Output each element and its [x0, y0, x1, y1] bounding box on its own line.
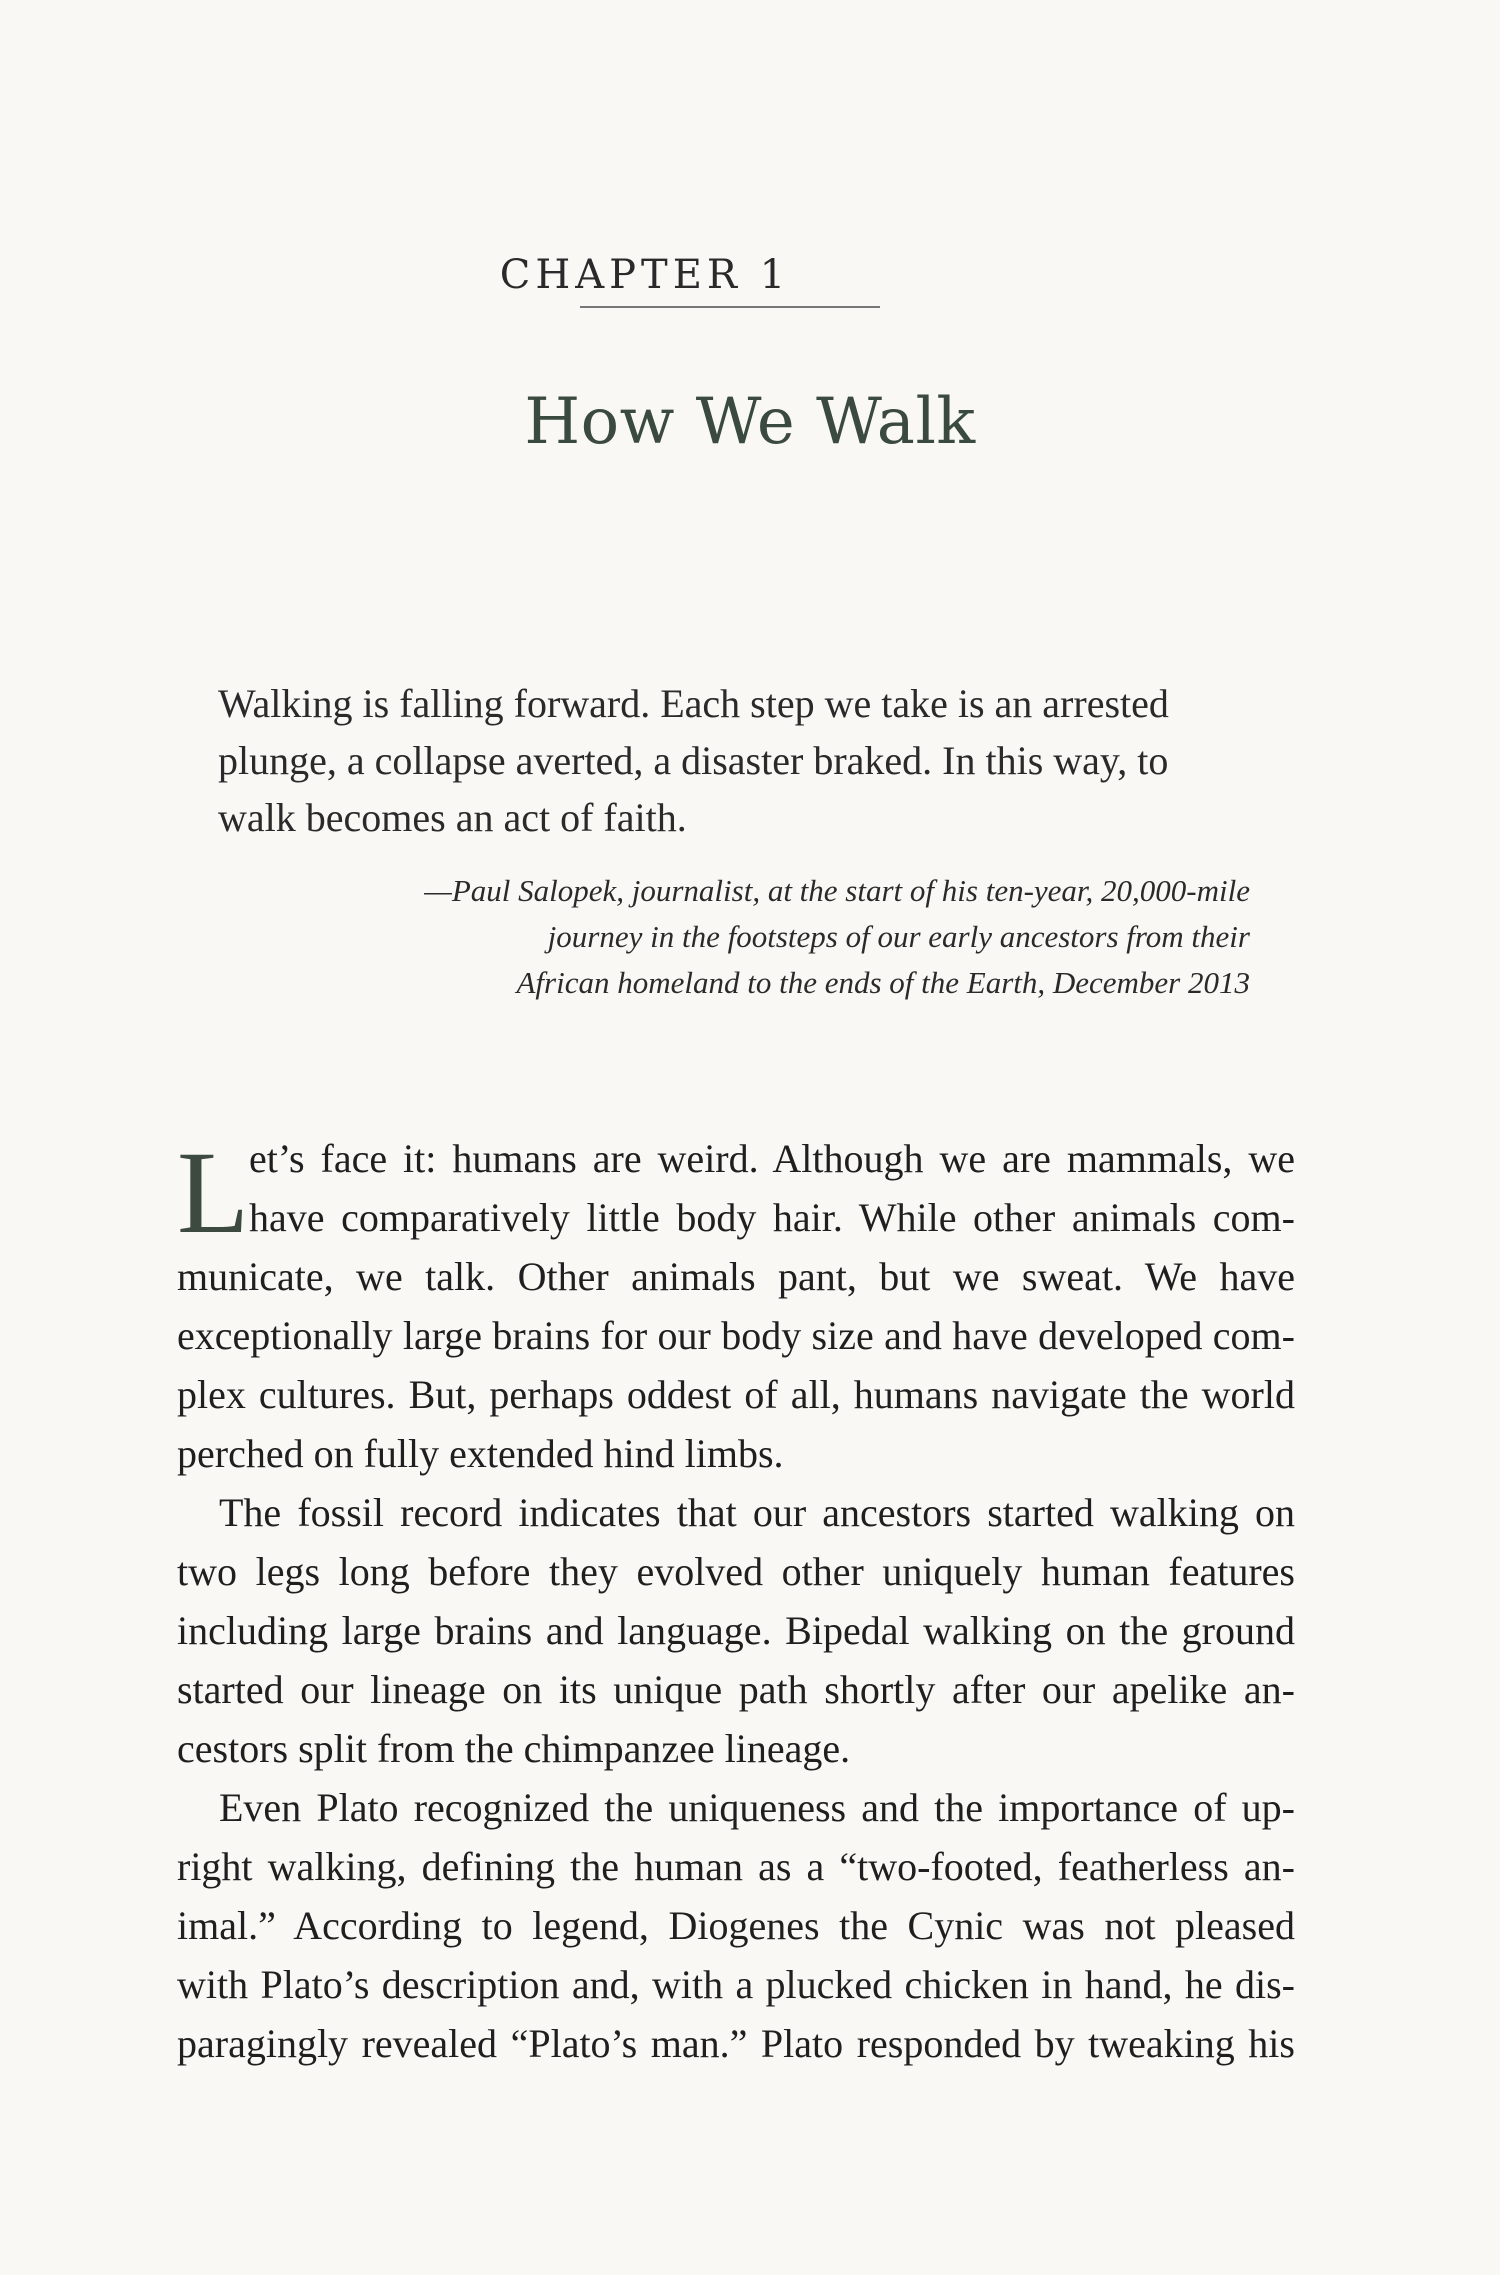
- text-line: Even Plato recognized the uniqueness and the importance of up-: [219, 1785, 1295, 1830]
- attribution-line: —Paul Salopek, journalist, at the start of his ten-year, 20,000-mile: [424, 873, 1250, 908]
- text-line: including large brains and language. Bipedal walking on the ground: [177, 1608, 1295, 1653]
- epigraph-quote: [218, 675, 1218, 846]
- epigraph-attribution: [350, 868, 1250, 1006]
- chapter-title: How We Walk: [524, 385, 976, 459]
- text-line: with Plato’s description and, with a plucked chicken in hand, he dis-: [177, 1962, 1295, 2007]
- text-line: right walking, defining the human as a “two-footed, featherless an-: [177, 1844, 1295, 1889]
- paragraph: [177, 1483, 1295, 1778]
- text-line: have comparatively little body hair. While other animals com-: [249, 1195, 1295, 1240]
- drop-cap: L: [177, 1127, 250, 1258]
- text-line: municate, we talk. Other animals pant, but we sweat. We have: [177, 1254, 1295, 1299]
- text-line: perched on fully extended hind limbs.: [177, 1431, 784, 1476]
- text-line: started our lineage on its unique path shortly after our apelike an-: [177, 1667, 1295, 1712]
- body-text: [177, 1129, 1295, 2073]
- text-line: paragingly revealed “Plato’s man.” Plato responded by tweaking his: [177, 2021, 1295, 2066]
- text-line: et’s face it: humans are weird. Although we are mammals, we: [249, 1136, 1295, 1181]
- attribution-line: African homeland to the ends of the Earth, December 2013: [516, 965, 1250, 1000]
- paragraph: [177, 1778, 1295, 2073]
- paragraph: [177, 1129, 1295, 1483]
- epigraph-line: Walking is falling forward. Each step we take is an arrested: [218, 681, 1169, 726]
- text-line: imal.” According to legend, Diogenes the Cynic was not pleased: [177, 1903, 1295, 1948]
- text-line: exceptionally large brains for our body size and have developed com-: [177, 1313, 1295, 1358]
- text-line: two legs long before they evolved other uniquely human features: [177, 1549, 1295, 1594]
- text-line: The fossil record indicates that our ancestors started walking on: [219, 1490, 1295, 1535]
- epigraph-line: plunge, a collapse averted, a disaster braked. In this way, to: [218, 738, 1169, 783]
- epigraph-line: walk becomes an act of faith.: [218, 795, 687, 840]
- text-line: plex cultures. But, perhaps oddest of all, humans navigate the world: [177, 1372, 1295, 1417]
- attribution-line: journey in the footsteps of our early ancestors from their: [547, 919, 1250, 954]
- chapter-label: CHAPTER 1: [499, 252, 791, 298]
- text-line: cestors split from the chimpanzee lineage.: [177, 1726, 851, 1771]
- chapter-rule: [580, 306, 880, 308]
